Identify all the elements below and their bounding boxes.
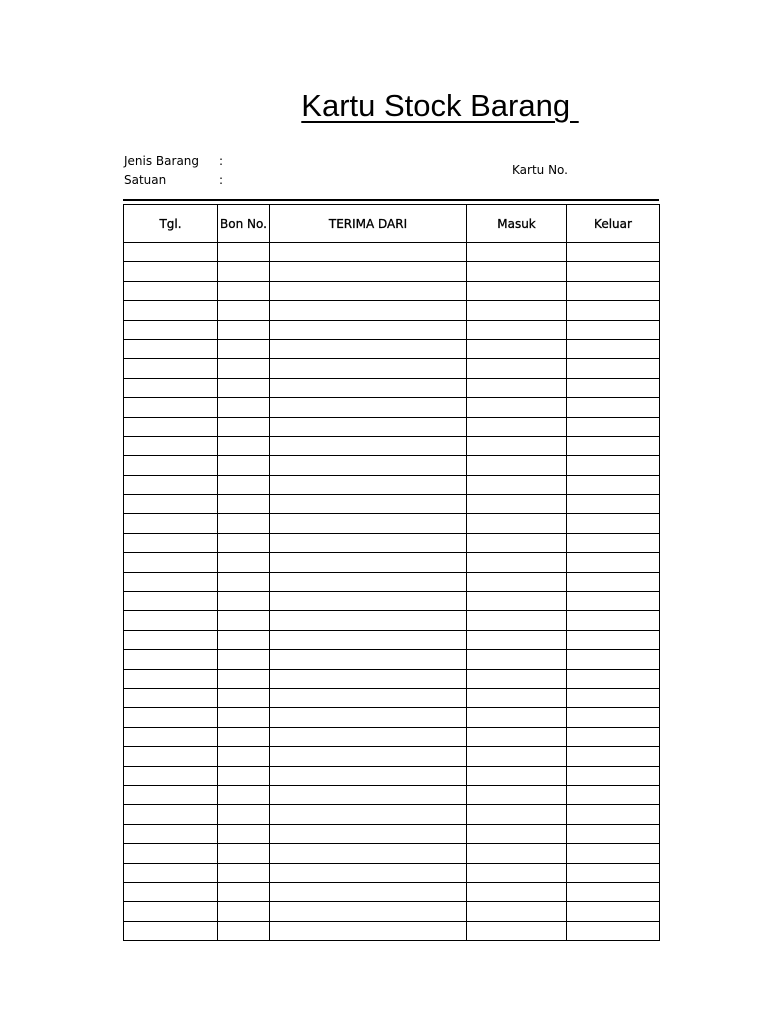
table-row: [124, 727, 660, 746]
table-row: [124, 475, 660, 494]
table-row: [124, 592, 660, 611]
table-cell[interactable]: [567, 844, 660, 863]
table-cell[interactable]: [567, 243, 660, 262]
column-header-tgl: Tgl.: [124, 205, 218, 243]
table-cell[interactable]: [218, 378, 270, 397]
table-cell[interactable]: [124, 417, 218, 436]
table-cell[interactable]: [270, 921, 467, 940]
table-cell[interactable]: [218, 553, 270, 572]
table-cell[interactable]: [567, 727, 660, 746]
table-cell[interactable]: [467, 630, 567, 649]
table-cell[interactable]: [567, 611, 660, 630]
table-cell[interactable]: [124, 301, 218, 320]
table-cell[interactable]: [467, 882, 567, 901]
field-jenis-barang: [124, 154, 244, 170]
table-row: [124, 844, 660, 863]
table-cell[interactable]: [218, 805, 270, 824]
table-cell[interactable]: [567, 805, 660, 824]
table-row: [124, 824, 660, 843]
table-row: [124, 611, 660, 630]
field-label: Satuan: [124, 173, 167, 187]
table-cell[interactable]: [270, 650, 467, 669]
table-cell[interactable]: [124, 378, 218, 397]
table-cell[interactable]: [270, 824, 467, 843]
table-cell[interactable]: [270, 301, 467, 320]
stock-table: [123, 204, 660, 941]
table-cell[interactable]: [270, 378, 467, 397]
table-cell[interactable]: [270, 844, 467, 863]
table-row: [124, 805, 660, 824]
table-cell[interactable]: [467, 417, 567, 436]
table-row: [124, 747, 660, 766]
table-cell[interactable]: [567, 824, 660, 843]
table-row: [124, 417, 660, 436]
table-cell[interactable]: [124, 475, 218, 494]
table-cell[interactable]: [124, 398, 218, 417]
table-cell[interactable]: [124, 669, 218, 688]
column-header-bon-no: Bon No.: [218, 205, 270, 243]
table-cell[interactable]: [567, 339, 660, 358]
table-cell[interactable]: [270, 398, 467, 417]
table-cell[interactable]: [270, 592, 467, 611]
table-cell[interactable]: [218, 863, 270, 882]
table-cell[interactable]: [567, 495, 660, 514]
table-cell[interactable]: [270, 785, 467, 804]
table-cell[interactable]: [467, 727, 567, 746]
table-cell[interactable]: [567, 921, 660, 940]
table-cell[interactable]: [124, 456, 218, 475]
table-row: [124, 359, 660, 378]
table-cell[interactable]: [467, 902, 567, 921]
table-cell[interactable]: [567, 553, 660, 572]
field-satuan: [124, 173, 244, 189]
table-cell[interactable]: [218, 301, 270, 320]
table-cell[interactable]: [567, 533, 660, 552]
table-cell[interactable]: [567, 747, 660, 766]
table-row: [124, 688, 660, 707]
table-cell[interactable]: [567, 902, 660, 921]
table-cell[interactable]: [124, 708, 218, 727]
table-cell[interactable]: [567, 281, 660, 300]
field-label: Jenis Barang: [124, 154, 200, 168]
table-cell[interactable]: [124, 436, 218, 455]
table-cell[interactable]: [467, 553, 567, 572]
table-row: [124, 436, 660, 455]
table-cell[interactable]: [467, 844, 567, 863]
table-cell[interactable]: [567, 378, 660, 397]
table-cell[interactable]: [218, 824, 270, 843]
table-cell[interactable]: [270, 882, 467, 901]
table-row: [124, 766, 660, 785]
table-cell[interactable]: [467, 339, 567, 358]
table-cell[interactable]: [467, 456, 567, 475]
table-body: [124, 243, 660, 941]
table-cell[interactable]: [567, 359, 660, 378]
table-cell[interactable]: [467, 669, 567, 688]
table-cell[interactable]: [467, 708, 567, 727]
table-cell[interactable]: [124, 243, 218, 262]
document-title: Kartu Stock Barang: [301, 88, 579, 123]
table-cell[interactable]: [218, 262, 270, 281]
table-cell[interactable]: [467, 301, 567, 320]
table-cell[interactable]: [567, 650, 660, 669]
table-cell[interactable]: [124, 339, 218, 358]
table-row: [124, 533, 660, 552]
table-cell[interactable]: [270, 359, 467, 378]
table-cell[interactable]: [467, 281, 567, 300]
table-row: [124, 456, 660, 475]
table-cell[interactable]: [270, 630, 467, 649]
table-cell[interactable]: [124, 824, 218, 843]
table-cell[interactable]: [567, 592, 660, 611]
table-cell[interactable]: [270, 727, 467, 746]
table-row: [124, 650, 660, 669]
table-cell[interactable]: [218, 766, 270, 785]
table-cell[interactable]: [218, 727, 270, 746]
table-cell[interactable]: [467, 320, 567, 339]
column-header-terima-dari: TERIMA DARI: [270, 205, 467, 243]
field-colon: :: [219, 173, 224, 187]
table-cell[interactable]: [270, 863, 467, 882]
table-cell[interactable]: [567, 417, 660, 436]
table-cell[interactable]: [218, 844, 270, 863]
table-cell[interactable]: [218, 281, 270, 300]
table-cell[interactable]: [270, 436, 467, 455]
table-cell[interactable]: [567, 456, 660, 475]
table-cell[interactable]: [218, 320, 270, 339]
table-cell[interactable]: [124, 902, 218, 921]
card-number-label: Kartu No.: [512, 163, 568, 177]
table-cell[interactable]: [218, 398, 270, 417]
table-cell[interactable]: [218, 669, 270, 688]
table-cell[interactable]: [218, 243, 270, 262]
header-divider: [123, 199, 659, 201]
table-cell[interactable]: [218, 495, 270, 514]
table-cell[interactable]: [270, 475, 467, 494]
table-row: [124, 882, 660, 901]
table-cell[interactable]: [124, 533, 218, 552]
table-row: [124, 281, 660, 300]
table-cell[interactable]: [270, 611, 467, 630]
table-cell[interactable]: [270, 514, 467, 533]
table-cell[interactable]: [124, 262, 218, 281]
table-cell[interactable]: [124, 359, 218, 378]
table-cell[interactable]: [270, 262, 467, 281]
table-cell[interactable]: [467, 514, 567, 533]
table-cell[interactable]: [218, 785, 270, 804]
table-cell[interactable]: [124, 572, 218, 591]
table-cell[interactable]: [124, 553, 218, 572]
table-cell[interactable]: [567, 301, 660, 320]
table-cell[interactable]: [270, 805, 467, 824]
table-row: [124, 378, 660, 397]
table-cell[interactable]: [124, 727, 218, 746]
table-cell[interactable]: [218, 611, 270, 630]
table-cell[interactable]: [270, 572, 467, 591]
table-cell[interactable]: [270, 320, 467, 339]
table-cell[interactable]: [124, 495, 218, 514]
table-cell[interactable]: [567, 669, 660, 688]
field-colon: :: [219, 154, 224, 168]
table-cell[interactable]: [218, 475, 270, 494]
table-cell[interactable]: [218, 708, 270, 727]
table-cell[interactable]: [270, 533, 467, 552]
table-row: [124, 243, 660, 262]
table-cell[interactable]: [124, 592, 218, 611]
table-cell[interactable]: [124, 844, 218, 863]
table-cell[interactable]: [467, 747, 567, 766]
table-cell[interactable]: [270, 747, 467, 766]
column-header-keluar: Keluar: [567, 205, 660, 243]
table-cell[interactable]: [567, 863, 660, 882]
table-cell[interactable]: [270, 456, 467, 475]
table-cell[interactable]: [567, 766, 660, 785]
table-cell[interactable]: [218, 921, 270, 940]
table-row: [124, 301, 660, 320]
table-row: [124, 339, 660, 358]
table-cell[interactable]: [218, 514, 270, 533]
table-cell[interactable]: [218, 630, 270, 649]
table-cell[interactable]: [124, 514, 218, 533]
table-cell[interactable]: [567, 320, 660, 339]
table-row: [124, 863, 660, 882]
table-cell[interactable]: [467, 824, 567, 843]
table-cell[interactable]: [124, 281, 218, 300]
table-cell[interactable]: [218, 339, 270, 358]
table-cell[interactable]: [270, 495, 467, 514]
table-cell[interactable]: [467, 785, 567, 804]
table-cell[interactable]: [567, 708, 660, 727]
table-cell[interactable]: [270, 281, 467, 300]
table-cell[interactable]: [270, 417, 467, 436]
table-cell[interactable]: [218, 902, 270, 921]
table-cell[interactable]: [567, 882, 660, 901]
table-cell[interactable]: [567, 572, 660, 591]
table-cell[interactable]: [218, 747, 270, 766]
table-cell[interactable]: [467, 921, 567, 940]
table-cell[interactable]: [467, 592, 567, 611]
table-cell[interactable]: [567, 436, 660, 455]
column-header-masuk: Masuk: [467, 205, 567, 243]
table-row: [124, 320, 660, 339]
table-cell[interactable]: [567, 475, 660, 494]
table-cell[interactable]: [467, 475, 567, 494]
table-row: [124, 398, 660, 417]
table-cell[interactable]: [567, 785, 660, 804]
table-header-row: [124, 205, 660, 243]
table-cell[interactable]: [467, 650, 567, 669]
table-cell[interactable]: [270, 553, 467, 572]
table-row: [124, 553, 660, 572]
table-cell[interactable]: [467, 436, 567, 455]
table-cell[interactable]: [467, 766, 567, 785]
table-row: [124, 708, 660, 727]
table-cell[interactable]: [124, 785, 218, 804]
table-cell[interactable]: [567, 262, 660, 281]
table-row: [124, 514, 660, 533]
table-cell[interactable]: [124, 611, 218, 630]
table-row: [124, 572, 660, 591]
table-cell[interactable]: [567, 398, 660, 417]
table-cell[interactable]: [467, 398, 567, 417]
table-cell[interactable]: [270, 708, 467, 727]
table-row: [124, 262, 660, 281]
table-cell[interactable]: [218, 417, 270, 436]
table-cell[interactable]: [467, 611, 567, 630]
table-cell[interactable]: [124, 320, 218, 339]
table-cell[interactable]: [218, 359, 270, 378]
table-cell[interactable]: [218, 592, 270, 611]
table-row: [124, 921, 660, 940]
table-cell[interactable]: [124, 747, 218, 766]
table-cell[interactable]: [218, 456, 270, 475]
table-cell[interactable]: [124, 688, 218, 707]
table-cell[interactable]: [467, 359, 567, 378]
table-cell[interactable]: [567, 514, 660, 533]
table-cell[interactable]: [124, 805, 218, 824]
table-cell[interactable]: [467, 533, 567, 552]
table-cell[interactable]: [270, 766, 467, 785]
table-cell[interactable]: [218, 436, 270, 455]
table-cell[interactable]: [467, 572, 567, 591]
table-cell[interactable]: [467, 262, 567, 281]
table-cell[interactable]: [124, 863, 218, 882]
table-cell[interactable]: [124, 766, 218, 785]
table-cell[interactable]: [218, 882, 270, 901]
table-row: [124, 630, 660, 649]
table-cell[interactable]: [218, 650, 270, 669]
table-cell[interactable]: [270, 669, 467, 688]
table-cell[interactable]: [467, 495, 567, 514]
table-row: [124, 785, 660, 804]
table-cell[interactable]: [567, 630, 660, 649]
table-cell[interactable]: [270, 902, 467, 921]
table-cell[interactable]: [218, 533, 270, 552]
table-cell[interactable]: [467, 863, 567, 882]
table-cell[interactable]: [270, 339, 467, 358]
table-cell[interactable]: [270, 243, 467, 262]
table-cell[interactable]: [124, 630, 218, 649]
table-cell[interactable]: [270, 688, 467, 707]
table-cell[interactable]: [467, 688, 567, 707]
table-cell[interactable]: [124, 921, 218, 940]
table-cell[interactable]: [124, 882, 218, 901]
table-row: [124, 669, 660, 688]
table-cell[interactable]: [218, 572, 270, 591]
table-row: [124, 495, 660, 514]
table-row: [124, 902, 660, 921]
table-cell[interactable]: [467, 378, 567, 397]
table-cell[interactable]: [567, 688, 660, 707]
table-cell[interactable]: [467, 243, 567, 262]
table-cell[interactable]: [124, 650, 218, 669]
table-cell[interactable]: [467, 805, 567, 824]
table-cell[interactable]: [218, 688, 270, 707]
